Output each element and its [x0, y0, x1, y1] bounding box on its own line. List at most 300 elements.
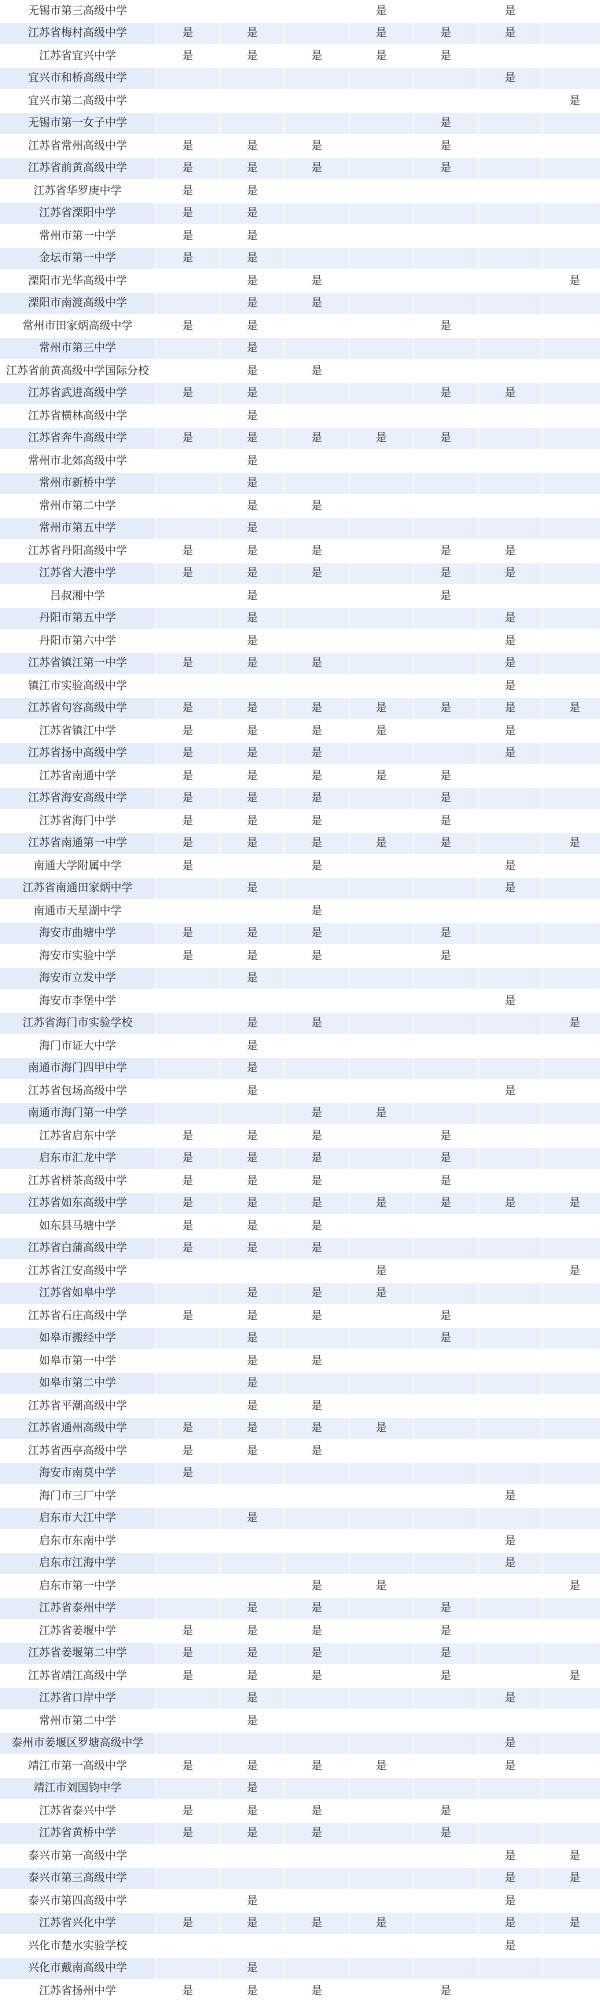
- mark-cell: [156, 1597, 221, 1620]
- mark-cell: 是: [220, 1012, 285, 1035]
- mark-cell: [543, 22, 600, 45]
- table-row: [0, 1957, 600, 1980]
- school-name-cell: 江苏省镇江第一中学: [0, 652, 156, 675]
- mark-cell: [414, 1755, 479, 1778]
- mark-cell: 是: [478, 630, 543, 653]
- school-name-cell: 江苏省平潮高级中学: [0, 1395, 156, 1418]
- mark-cell: [543, 1642, 600, 1665]
- mark-cell: [543, 1147, 600, 1170]
- mark-cell: [414, 1710, 479, 1733]
- mark-cell: [414, 225, 479, 248]
- mark-cell: 是: [220, 1035, 285, 1058]
- mark-cell: [156, 1530, 221, 1553]
- table-row: [0, 1530, 600, 1553]
- table-row: [0, 1507, 600, 1530]
- mark-cell: 是: [543, 832, 600, 855]
- mark-cell: 是: [156, 945, 221, 968]
- school-name-cell: 江苏省扬州中学: [0, 1980, 156, 2003]
- mark-cell: 是: [414, 112, 479, 135]
- mark-cell: 是: [220, 607, 285, 630]
- mark-cell: [414, 1080, 479, 1103]
- mark-cell: [156, 1260, 221, 1283]
- mark-cell: 是: [156, 1170, 221, 1193]
- mark-cell: [285, 112, 350, 135]
- mark-cell: 是: [156, 157, 221, 180]
- mark-cell: [156, 67, 221, 90]
- mark-cell: [478, 1170, 543, 1193]
- mark-cell: [543, 1935, 600, 1958]
- mark-cell: 是: [220, 1620, 285, 1643]
- table-row: [0, 1935, 600, 1958]
- mark-cell: 是: [414, 1800, 479, 1823]
- mark-cell: 是: [543, 1665, 600, 1688]
- school-name-cell: 江苏省华罗庚中学: [0, 180, 156, 203]
- mark-cell: [414, 0, 479, 22]
- mark-cell: 是: [285, 135, 350, 158]
- mark-cell: 是: [543, 697, 600, 720]
- mark-cell: 是: [156, 832, 221, 855]
- mark-cell: 是: [156, 1620, 221, 1643]
- table-row: [0, 1035, 600, 1058]
- mark-cell: [156, 607, 221, 630]
- school-name-cell: 泰兴市第一高级中学: [0, 1845, 156, 1868]
- mark-cell: 是: [414, 832, 479, 855]
- mark-cell: [478, 1035, 543, 1058]
- mark-cell: [543, 1215, 600, 1238]
- mark-cell: [478, 1057, 543, 1080]
- mark-cell: [414, 1575, 479, 1598]
- mark-cell: [543, 562, 600, 585]
- mark-cell: 是: [285, 562, 350, 585]
- mark-cell: 是: [349, 1102, 414, 1125]
- mark-cell: [414, 742, 479, 765]
- mark-cell: [285, 90, 350, 113]
- mark-cell: [156, 495, 221, 518]
- school-name-cell: 江苏省句容高级中学: [0, 697, 156, 720]
- mark-cell: [349, 922, 414, 945]
- table-row: [0, 427, 600, 450]
- mark-cell: 是: [220, 1170, 285, 1193]
- mark-cell: 是: [220, 1507, 285, 1530]
- mark-cell: [285, 1530, 350, 1553]
- mark-cell: 是: [156, 135, 221, 158]
- mark-cell: 是: [478, 1530, 543, 1553]
- table-row: [0, 405, 600, 428]
- mark-cell: [543, 1372, 600, 1395]
- mark-cell: [543, 900, 600, 923]
- school-name-cell: 启东市第一中学: [0, 1575, 156, 1598]
- mark-cell: [349, 405, 414, 428]
- mark-cell: [543, 112, 600, 135]
- mark-cell: [349, 1957, 414, 1980]
- table-row: [0, 1215, 600, 1238]
- mark-cell: [478, 1980, 543, 2003]
- mark-cell: 是: [414, 1620, 479, 1643]
- school-name-cell: 江苏省包场高级中学: [0, 1080, 156, 1103]
- mark-cell: 是: [478, 0, 543, 22]
- mark-cell: [156, 900, 221, 923]
- mark-cell: 是: [285, 1755, 350, 1778]
- school-name-cell: 如皋市搬经中学: [0, 1327, 156, 1350]
- mark-cell: [220, 1575, 285, 1598]
- mark-cell: 是: [156, 1305, 221, 1328]
- mark-cell: 是: [285, 945, 350, 968]
- mark-cell: [543, 1057, 600, 1080]
- school-name-cell: 吕叔湘中学: [0, 585, 156, 608]
- mark-cell: 是: [414, 1597, 479, 1620]
- mark-cell: [285, 202, 350, 225]
- mark-cell: [478, 1597, 543, 1620]
- mark-cell: [349, 1800, 414, 1823]
- mark-cell: [349, 90, 414, 113]
- mark-cell: [220, 90, 285, 113]
- mark-cell: 是: [349, 1282, 414, 1305]
- mark-cell: 是: [478, 1935, 543, 1958]
- mark-cell: 是: [220, 585, 285, 608]
- mark-cell: [349, 1485, 414, 1508]
- mark-cell: [414, 877, 479, 900]
- mark-cell: [349, 180, 414, 203]
- table-row: [0, 810, 600, 833]
- table-row: [0, 697, 600, 720]
- school-name-cell: 启东市江海中学: [0, 1552, 156, 1575]
- mark-cell: 是: [156, 1440, 221, 1463]
- mark-cell: [156, 1890, 221, 1913]
- mark-cell: 是: [220, 1755, 285, 1778]
- mark-cell: [285, 1485, 350, 1508]
- mark-cell: 是: [414, 1822, 479, 1845]
- mark-cell: [414, 472, 479, 495]
- mark-cell: [349, 1732, 414, 1755]
- mark-cell: 是: [543, 1867, 600, 1890]
- mark-cell: [478, 810, 543, 833]
- mark-cell: 是: [220, 720, 285, 743]
- mark-cell: 是: [285, 1417, 350, 1440]
- school-name-cell: 南通市天星湖中学: [0, 900, 156, 923]
- mark-cell: [349, 1125, 414, 1148]
- mark-cell: [220, 855, 285, 878]
- mark-cell: [349, 1507, 414, 1530]
- school-name-cell: 海安市曲塘中学: [0, 922, 156, 945]
- mark-cell: [220, 1845, 285, 1868]
- mark-cell: 是: [220, 157, 285, 180]
- table-row: [0, 1687, 600, 1710]
- mark-cell: [349, 315, 414, 338]
- mark-cell: [543, 652, 600, 675]
- mark-cell: 是: [478, 652, 543, 675]
- mark-cell: 是: [285, 360, 350, 383]
- mark-cell: [414, 720, 479, 743]
- table-row: [0, 675, 600, 698]
- mark-cell: [349, 990, 414, 1013]
- school-name-cell: 江苏省梅村高级中学: [0, 22, 156, 45]
- mark-cell: [414, 1777, 479, 1800]
- mark-cell: [543, 765, 600, 788]
- mark-cell: 是: [414, 135, 479, 158]
- mark-cell: 是: [478, 990, 543, 1013]
- mark-cell: 是: [414, 765, 479, 788]
- school-name-cell: 宜兴市第二高级中学: [0, 90, 156, 113]
- table-row: [0, 1327, 600, 1350]
- mark-cell: [220, 67, 285, 90]
- mark-cell: [543, 1170, 600, 1193]
- mark-cell: 是: [478, 1845, 543, 1868]
- mark-cell: 是: [478, 540, 543, 563]
- school-name-cell: 南通大学附属中学: [0, 855, 156, 878]
- mark-cell: 是: [220, 1957, 285, 1980]
- mark-cell: [543, 67, 600, 90]
- school-name-cell: 常州市第一中学: [0, 225, 156, 248]
- table-row: [0, 1845, 600, 1868]
- mark-cell: [543, 1395, 600, 1418]
- mark-cell: [478, 427, 543, 450]
- mark-cell: [220, 1732, 285, 1755]
- mark-cell: 是: [220, 427, 285, 450]
- mark-cell: [478, 765, 543, 788]
- mark-cell: 是: [220, 1822, 285, 1845]
- school-name-cell: 江苏省南通田家炳中学: [0, 877, 156, 900]
- school-name-cell: 常州市第二中学: [0, 1710, 156, 1733]
- mark-cell: [543, 1102, 600, 1125]
- mark-cell: 是: [414, 562, 479, 585]
- school-name-cell: 启东市大江中学: [0, 1507, 156, 1530]
- mark-cell: 是: [414, 22, 479, 45]
- mark-cell: [285, 1935, 350, 1958]
- table-row: [0, 45, 600, 68]
- mark-cell: 是: [414, 1642, 479, 1665]
- school-name-cell: 兴化市楚水实验学校: [0, 1935, 156, 1958]
- mark-cell: [285, 67, 350, 90]
- mark-cell: [349, 495, 414, 518]
- mark-cell: [478, 832, 543, 855]
- mark-cell: 是: [285, 720, 350, 743]
- mark-cell: 是: [156, 315, 221, 338]
- mark-cell: 是: [285, 1012, 350, 1035]
- mark-cell: [349, 67, 414, 90]
- mark-cell: [478, 1440, 543, 1463]
- mark-cell: [414, 630, 479, 653]
- mark-cell: [478, 1417, 543, 1440]
- mark-cell: 是: [478, 382, 543, 405]
- mark-cell: [349, 675, 414, 698]
- mark-cell: [478, 225, 543, 248]
- mark-cell: 是: [220, 652, 285, 675]
- mark-cell: [349, 967, 414, 990]
- mark-cell: [543, 1125, 600, 1148]
- table-row: [0, 1890, 600, 1913]
- mark-cell: [414, 1845, 479, 1868]
- mark-cell: [478, 337, 543, 360]
- mark-cell: 是: [285, 697, 350, 720]
- school-name-cell: 江苏省奔牛高级中学: [0, 427, 156, 450]
- mark-cell: [543, 1417, 600, 1440]
- mark-cell: [478, 945, 543, 968]
- school-name-cell: 常州市第三中学: [0, 337, 156, 360]
- mark-cell: [478, 922, 543, 945]
- mark-cell: [349, 1170, 414, 1193]
- mark-cell: 是: [156, 922, 221, 945]
- school-name-cell: 江苏省溧阳中学: [0, 202, 156, 225]
- mark-cell: [349, 292, 414, 315]
- mark-cell: [543, 472, 600, 495]
- mark-cell: [156, 112, 221, 135]
- mark-cell: [285, 1777, 350, 1800]
- mark-cell: [349, 630, 414, 653]
- table-row: [0, 1597, 600, 1620]
- mark-cell: [478, 585, 543, 608]
- school-name-cell: 江苏省海安高级中学: [0, 787, 156, 810]
- mark-cell: 是: [349, 1755, 414, 1778]
- mark-cell: [414, 675, 479, 698]
- mark-cell: [543, 180, 600, 203]
- mark-cell: [349, 742, 414, 765]
- mark-cell: 是: [478, 1867, 543, 1890]
- mark-cell: 是: [285, 1125, 350, 1148]
- mark-cell: [156, 1507, 221, 1530]
- mark-cell: 是: [285, 1980, 350, 2003]
- mark-cell: [156, 1057, 221, 1080]
- mark-cell: [478, 1395, 543, 1418]
- table-row: [0, 1057, 600, 1080]
- mark-cell: 是: [285, 292, 350, 315]
- mark-cell: [478, 202, 543, 225]
- table-row: [0, 1867, 600, 1890]
- mark-cell: [543, 990, 600, 1013]
- mark-cell: [349, 1237, 414, 1260]
- mark-cell: [543, 45, 600, 68]
- mark-cell: 是: [220, 630, 285, 653]
- mark-cell: [414, 990, 479, 1013]
- school-name-cell: 靖江市第一高级中学: [0, 1755, 156, 1778]
- table-row: [0, 990, 600, 1013]
- mark-cell: [414, 1440, 479, 1463]
- mark-cell: 是: [543, 1575, 600, 1598]
- mark-cell: [349, 1845, 414, 1868]
- mark-cell: 是: [220, 135, 285, 158]
- mark-cell: 是: [414, 1147, 479, 1170]
- mark-cell: [478, 405, 543, 428]
- mark-cell: 是: [414, 1980, 479, 2003]
- mark-cell: 是: [220, 877, 285, 900]
- mark-cell: 是: [220, 562, 285, 585]
- mark-cell: [414, 1530, 479, 1553]
- mark-cell: 是: [349, 697, 414, 720]
- school-name-cell: 江苏省丹阳高级中学: [0, 540, 156, 563]
- table-row: [0, 877, 600, 900]
- mark-cell: 是: [285, 832, 350, 855]
- mark-cell: 是: [220, 540, 285, 563]
- mark-cell: 是: [285, 1170, 350, 1193]
- mark-cell: 是: [285, 157, 350, 180]
- school-name-cell: 无锡市第三高级中学: [0, 0, 156, 22]
- mark-cell: 是: [414, 45, 479, 68]
- mark-cell: 是: [349, 427, 414, 450]
- mark-cell: [220, 675, 285, 698]
- mark-cell: [543, 337, 600, 360]
- mark-cell: 是: [285, 1912, 350, 1935]
- mark-cell: [543, 922, 600, 945]
- mark-cell: [543, 810, 600, 833]
- mark-cell: 是: [220, 247, 285, 270]
- mark-cell: [543, 1552, 600, 1575]
- mark-cell: 是: [478, 1912, 543, 1935]
- school-name-cell: 海门市证大中学: [0, 1035, 156, 1058]
- mark-cell: 是: [220, 382, 285, 405]
- mark-cell: [478, 1957, 543, 1980]
- table-row: [0, 67, 600, 90]
- mark-cell: [543, 607, 600, 630]
- mark-cell: [543, 1305, 600, 1328]
- mark-cell: [285, 1687, 350, 1710]
- mark-cell: [478, 1237, 543, 1260]
- mark-cell: [414, 180, 479, 203]
- mark-cell: [156, 585, 221, 608]
- table-row: [0, 450, 600, 473]
- mark-cell: 是: [156, 652, 221, 675]
- mark-cell: [414, 1687, 479, 1710]
- mark-cell: 是: [220, 922, 285, 945]
- mark-cell: [414, 1552, 479, 1575]
- mark-cell: [285, 1552, 350, 1575]
- mark-cell: 是: [285, 1822, 350, 1845]
- mark-cell: [349, 360, 414, 383]
- mark-cell: [543, 1530, 600, 1553]
- mark-cell: [285, 1057, 350, 1080]
- table-row: [0, 1620, 600, 1643]
- mark-cell: 是: [220, 1665, 285, 1688]
- mark-cell: [285, 1080, 350, 1103]
- table-row: [0, 472, 600, 495]
- school-name-cell: 常州市北郊高级中学: [0, 450, 156, 473]
- school-name-cell: 如东县马塘中学: [0, 1215, 156, 1238]
- mark-cell: [156, 1102, 221, 1125]
- mark-cell: [478, 1125, 543, 1148]
- mark-cell: 是: [220, 1282, 285, 1305]
- mark-cell: [414, 1102, 479, 1125]
- mark-cell: 是: [220, 1890, 285, 1913]
- mark-cell: [349, 1440, 414, 1463]
- mark-cell: [285, 472, 350, 495]
- mark-cell: [349, 607, 414, 630]
- mark-cell: 是: [285, 427, 350, 450]
- mark-cell: 是: [285, 495, 350, 518]
- table-row: [0, 1395, 600, 1418]
- mark-cell: 是: [156, 1755, 221, 1778]
- mark-cell: 是: [220, 1372, 285, 1395]
- mark-cell: 是: [220, 270, 285, 293]
- school-name-cell: 江苏省海门市实验学校: [0, 1012, 156, 1035]
- mark-cell: [156, 1575, 221, 1598]
- mark-cell: [349, 652, 414, 675]
- mark-cell: [414, 1372, 479, 1395]
- school-name-cell: 江苏省宜兴中学: [0, 45, 156, 68]
- mark-cell: [349, 1305, 414, 1328]
- table-row: [0, 720, 600, 743]
- school-name-cell: 兴化市戴南高级中学: [0, 1957, 156, 1980]
- mark-cell: [156, 877, 221, 900]
- mark-cell: [349, 1215, 414, 1238]
- school-name-cell: 江苏省泰兴中学: [0, 1800, 156, 1823]
- mark-cell: 是: [220, 495, 285, 518]
- mark-cell: [478, 1282, 543, 1305]
- mark-cell: 是: [414, 1192, 479, 1215]
- mark-cell: [349, 945, 414, 968]
- mark-cell: 是: [156, 1237, 221, 1260]
- table-row: [0, 1237, 600, 1260]
- mark-cell: 是: [156, 427, 221, 450]
- mark-cell: 是: [220, 832, 285, 855]
- mark-cell: 是: [220, 1417, 285, 1440]
